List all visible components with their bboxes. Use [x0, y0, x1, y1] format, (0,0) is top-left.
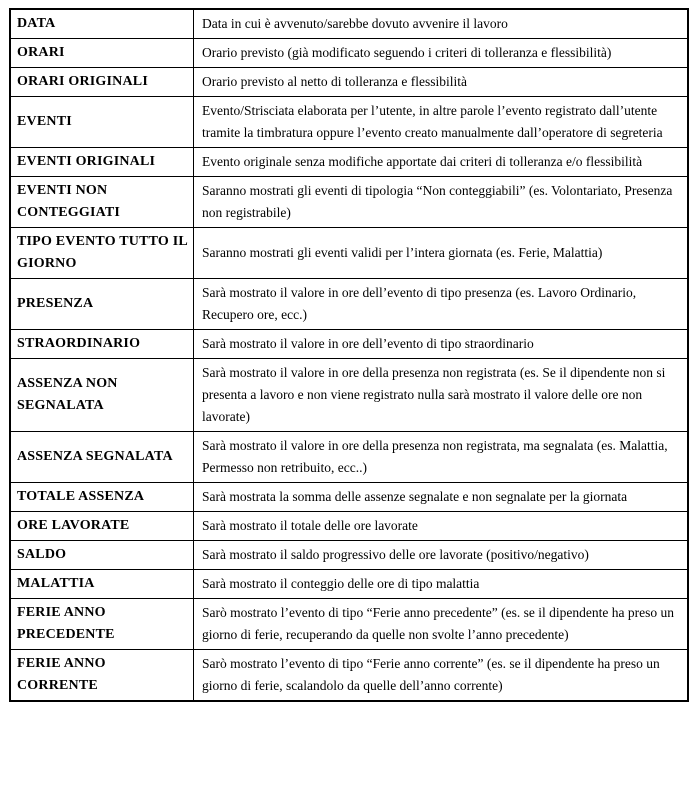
description-cell: Evento originale senza modifiche apportate dai criteri di tolleranza e/o flessibilità [194, 148, 689, 177]
table-row [10, 279, 688, 330]
table-row [10, 177, 688, 228]
table-row [10, 330, 688, 359]
term-cell: FERIE ANNO PRECEDENTE [10, 599, 194, 650]
term-cell: ORARI ORIGINALI [10, 68, 194, 97]
description-cell: Sarà mostrato il totale delle ore lavorate [194, 512, 689, 541]
description-cell: Saranno mostrati gli eventi validi per l’intera giornata (es. Ferie, Malattia) [194, 228, 689, 279]
term-cell: TOTALE ASSENZA [10, 483, 194, 512]
definitions-table-body [10, 9, 688, 701]
description-cell: Sarò mostrato l’evento di tipo “Ferie anno corrente” (es. se il dipendente ha preso un giorno di ferie, scalandolo da quelle dell’anno corrente) [194, 650, 689, 702]
description-cell: Sarà mostrata la somma delle assenze segnalate e non segnalate per la giornata [194, 483, 689, 512]
table-row [10, 483, 688, 512]
description-cell: Sarà mostrato il saldo progressivo delle ore lavorate (positivo/negativo) [194, 541, 689, 570]
table-row [10, 541, 688, 570]
table-row [10, 148, 688, 177]
term-cell: PRESENZA [10, 279, 194, 330]
table-row [10, 599, 688, 650]
term-cell: FERIE ANNO CORRENTE [10, 650, 194, 702]
term-cell: ASSENZA NON SEGNALATA [10, 359, 194, 432]
description-cell: Sarà mostrato il conteggio delle ore di tipo malattia [194, 570, 689, 599]
table-row [10, 228, 688, 279]
table-row [10, 97, 688, 148]
table-row [10, 9, 688, 39]
term-cell: EVENTI [10, 97, 194, 148]
description-cell: Saranno mostrati gli eventi di tipologia “Non conteggiabili” (es. Volontariato, Presenza non registrabile) [194, 177, 689, 228]
table-row [10, 570, 688, 599]
term-cell: MALATTIA [10, 570, 194, 599]
term-cell: DATA [10, 9, 194, 39]
description-cell: Data in cui è avvenuto/sarebbe dovuto avvenire il lavoro [194, 9, 689, 39]
definitions-table [9, 8, 689, 702]
table-row [10, 359, 688, 432]
table-row [10, 650, 688, 702]
term-cell: ORE LAVORATE [10, 512, 194, 541]
description-cell: Sarà mostrato il valore in ore della presenza non registrata (es. Se il dipendente non si presenta a lavoro e non viene registrato nulla sarà mostrato il valore delle ore non lavorate) [194, 359, 689, 432]
term-cell: EVENTI ORIGINALI [10, 148, 194, 177]
table-row [10, 432, 688, 483]
term-cell: SALDO [10, 541, 194, 570]
table-row [10, 39, 688, 68]
description-cell: Evento/Strisciata elaborata per l’utente, in altre parole l’evento registrato dall’utente tramite la timbratura oppure l’evento creato manualmente dall’operatore di segreteria [194, 97, 689, 148]
term-cell: STRAORDINARIO [10, 330, 194, 359]
term-cell: ORARI [10, 39, 194, 68]
description-cell: Orario previsto (già modificato seguendo i criteri di tolleranza e flessibilità) [194, 39, 689, 68]
table-row [10, 512, 688, 541]
table-row [10, 68, 688, 97]
description-cell: Sarà mostrato il valore in ore dell’evento di tipo straordinario [194, 330, 689, 359]
term-cell: TIPO EVENTO TUTTO IL GIORNO [10, 228, 194, 279]
description-cell: Sarò mostrato l’evento di tipo “Ferie anno precedente” (es. se il dipendente ha preso un giorno di ferie, recuperando da quelle non svolte l’anno precedente) [194, 599, 689, 650]
term-cell: ASSENZA SEGNALATA [10, 432, 194, 483]
term-cell: EVENTI NON CONTEGGIATI [10, 177, 194, 228]
description-cell: Orario previsto al netto di tolleranza e flessibilità [194, 68, 689, 97]
description-cell: Sarà mostrato il valore in ore della presenza non registrata, ma segnalata (es. Malattia, Permesso non retribuito, ecc..) [194, 432, 689, 483]
description-cell: Sarà mostrato il valore in ore dell’evento di tipo presenza (es. Lavoro Ordinario, Recupero ore, ecc.) [194, 279, 689, 330]
